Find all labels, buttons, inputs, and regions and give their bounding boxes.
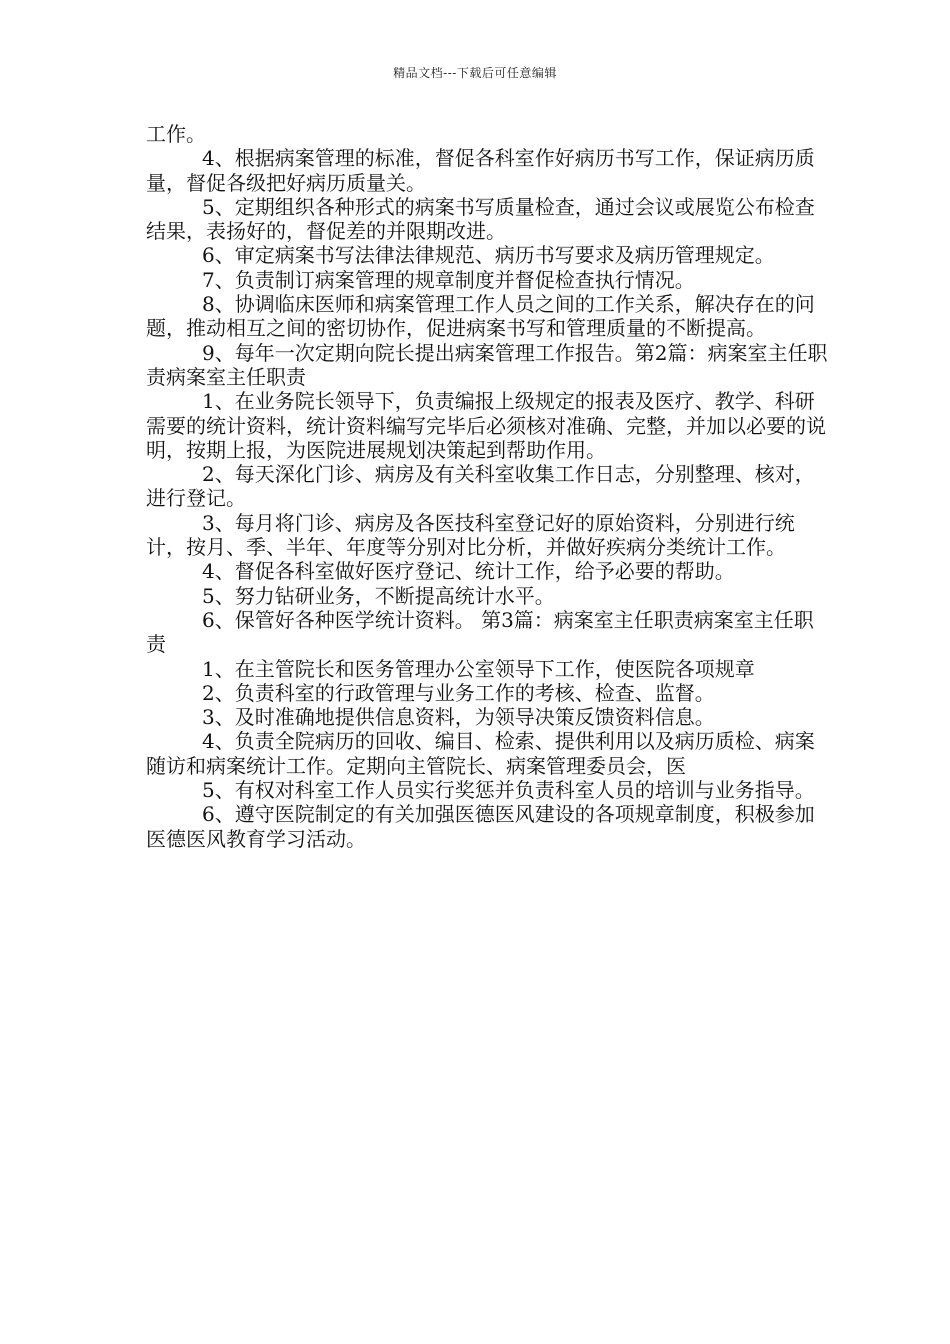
paragraph-item: 4、督促各科室做好医疗登记、统计工作，给予必要的帮助。 — [202, 559, 735, 584]
paragraph-item: 6、遵守医院制定的有关加强医德医风建设的各项规章制度，积极参加医德医风教育学习活动。 — [146, 802, 815, 851]
paragraph-item: 6、审定病案书写法律法律规范、病历书写要求及病历管理规定。 — [202, 243, 775, 268]
paragraph-item: 1、在主管院长和医务管理办公室领导下工作，使医院各项规章 — [202, 656, 755, 681]
paragraph-item: 5、努力钻研业务，不断提高统计水平。 — [202, 583, 555, 608]
paragraph-continuation: 工作。 — [146, 122, 206, 146]
document-body — [146, 122, 832, 851]
paragraph-item: 5、有权对科室工作人员实行奖惩并负责科室人员的培训与业务指导。 — [202, 778, 815, 803]
page-header: 精品文档---下载后可任意编辑 — [393, 66, 557, 80]
paragraph-item: 2、每天深化门诊、病房及有关科室收集工作日志，分别整理、核对，进行登记。 — [146, 462, 815, 511]
paragraph-item: 3、每月将门诊、病房及各医技科室登记好的原始资料，分别进行统计，按月、季、半年、年度等分别对比分析，并做好疾病分类统计工作。 — [146, 510, 795, 560]
paragraph-item: 4、负责全院病历的回收、编目、检索、提供利用以及病历质检、病案随访和病案统计工作。定期向主管院长、病案管理委员会，医 — [146, 729, 815, 778]
paragraph-item: 6、保管好各种医学统计资料。 第3篇：病案室主任职责病案室主任职责 — [146, 607, 814, 657]
paragraph-item: 5、定期组织各种形式的病案书写质量检查，通过会议或展览公布检查结果，表扬好的，督促差的并限期改进。 — [146, 194, 815, 244]
paragraph-item: 2、负责科室的行政管理与业务工作的考核、检查、监督。 — [202, 680, 715, 705]
paragraph-item: 3、及时准确地提供信息资料，为领导决策反馈资料信息。 — [202, 705, 715, 730]
paragraph-item: 8、协调临床医师和病案管理工作人员之间的工作关系，解决存在的问题，推动相互之间的密切协作，促进病案书写和管理质量的不断提高。 — [146, 292, 815, 341]
paragraph-item: 9、每年一次定期向院长提出病案管理工作报告。第2篇：病案室主任职责病案室主任职责 — [146, 340, 828, 389]
paragraph-item: 7、负责制订病案管理的规章制度并督促检查执行情况。 — [202, 267, 695, 292]
paragraph-item: 4、根据病案管理的标准，督促各科室作好病历书写工作，保证病历质量，督促各级把好病历质量关。 — [146, 146, 815, 195]
paragraph-item: 1、在业务院长领导下，负责编报上级规定的报表及医疗、教学、科研需要的统计资料，统计资料编写完毕后必须核对准确、完整，并加以必要的说明，按期上报，为医院进展规划决策起到帮助作用。 — [146, 389, 826, 462]
